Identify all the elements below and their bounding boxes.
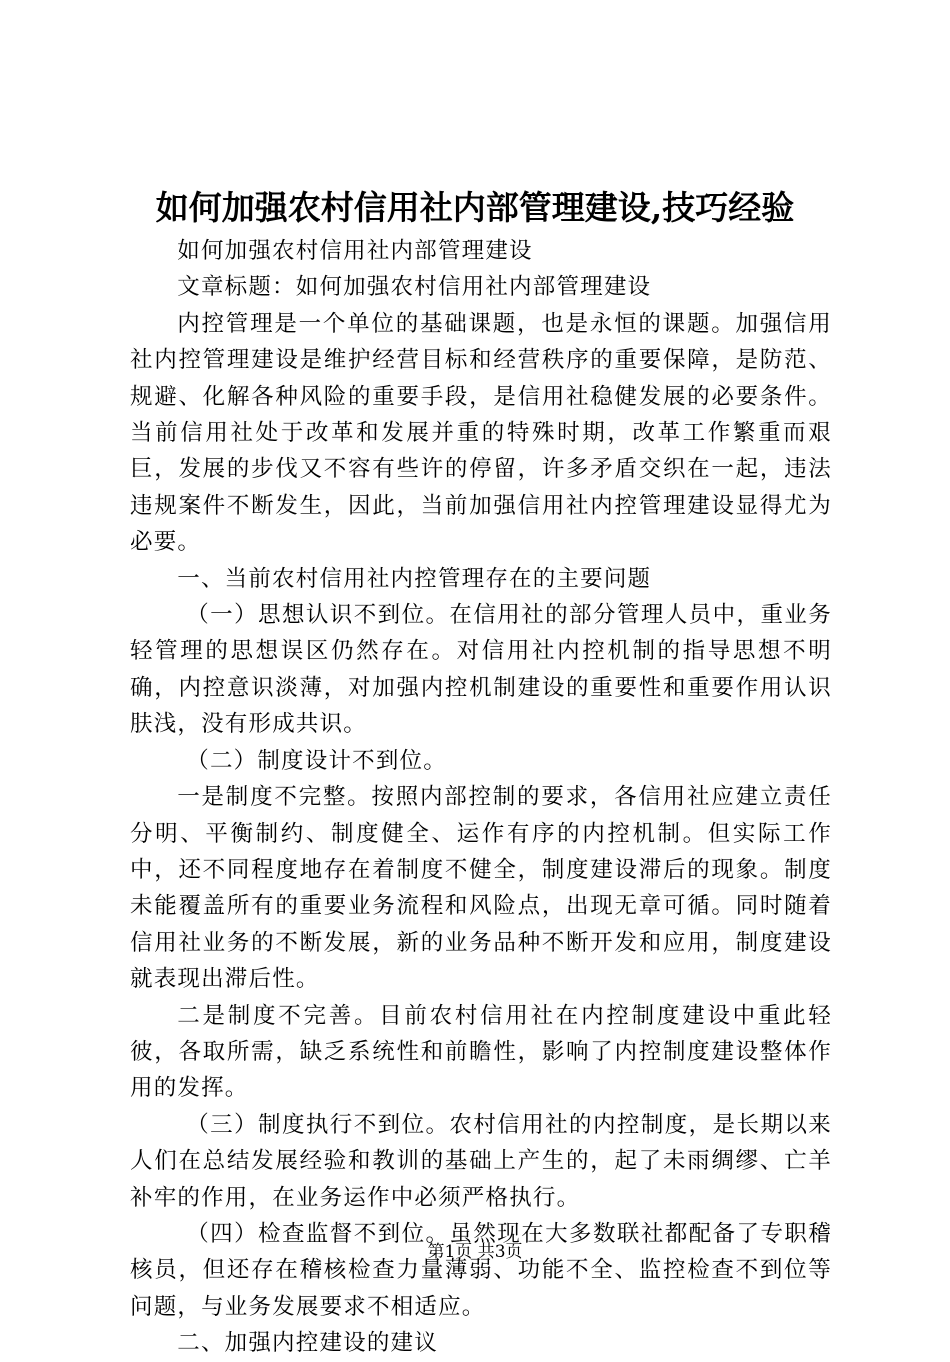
issue-paragraph-3: （三）制度执行不到位。农村信用社的内控制度，是长期以来人们在总结发展经验和教训的基础上产生的，起了未雨绸缪、亡羊补牢的作用，在业务运作中必须严格执行。 — [130, 1111, 832, 1211]
article-title-paragraph: 文章标题：如何加强农村信用社内部管理建设 — [177, 274, 652, 301]
sub-issue-paragraph-2: 二是制度不完善。目前农村信用社在内控制度建设中重此轻彼，各取所需，缺乏系统性和前瞻性，影响了内控制度建设整体作用的发挥。 — [130, 1002, 832, 1102]
issue-paragraph-2: （二）制度设计不到位。 — [186, 747, 447, 774]
issue-paragraph-1: （一）思想认识不到位。在信用社的部分管理人员中，重业务轻管理的思想误区仍然存在。对信用社内控机制的指导思想不明确，内控意识淡薄，对加强内控机制建设的重要性和重要作用认识肤浅，没有形成共识。 — [130, 602, 832, 738]
subtitle-paragraph: 如何加强农村信用社内部管理建设 — [177, 238, 533, 264]
section-heading-2: 二、加强内控建设的建议 — [177, 1330, 438, 1357]
issue-paragraph-4: （四）检查监督不到位。虽然现在大多数联社都配备了专职稽核员，但还存在稽核检查力量薄弱、功能不全、监控检查不到位等问题，与业务发展要求不相适应。 — [130, 1220, 832, 1320]
intro-paragraph: 内控管理是一个单位的基础课题，也是永恒的课题。加强信用社内控管理建设是维护经营目标和经营秩序的重要保障，是防范、规避、化解各种风险的重要手段，是信用社稳健发展的必要条件。当前信用社处于改革和发展并重的特殊时期，改革工作繁重而艰巨，发展的步伐又不容有些许的停留，许多矛盾交织在一起，违法违规案件不断发生，因此，当前加强信用社内控管理建设显得尤为必要。 — [130, 310, 832, 556]
section-heading-1: 一、当前农村信用社内控管理存在的主要问题 — [177, 565, 652, 592]
document-body — [130, 233, 832, 1362]
document-title: 如何加强农村信用社内部管理建设,技巧经验 — [155, 188, 795, 227]
page-footer: 第1页 共3页 — [427, 1242, 523, 1262]
sub-issue-paragraph-1: 一是制度不完整。按照内部控制的要求，各信用社应建立责任分明、平衡制约、制度健全、运作有序的内控机制。但实际工作中，还不同程度地存在着制度不健全，制度建设滞后的现象。制度未能覆盖所有的重要业务流程和风险点，出现无章可循。同时随着信用社业务的不断发展，新的业务品种不断开发和应用，制度建设就表现出滞后性。 — [130, 784, 832, 993]
